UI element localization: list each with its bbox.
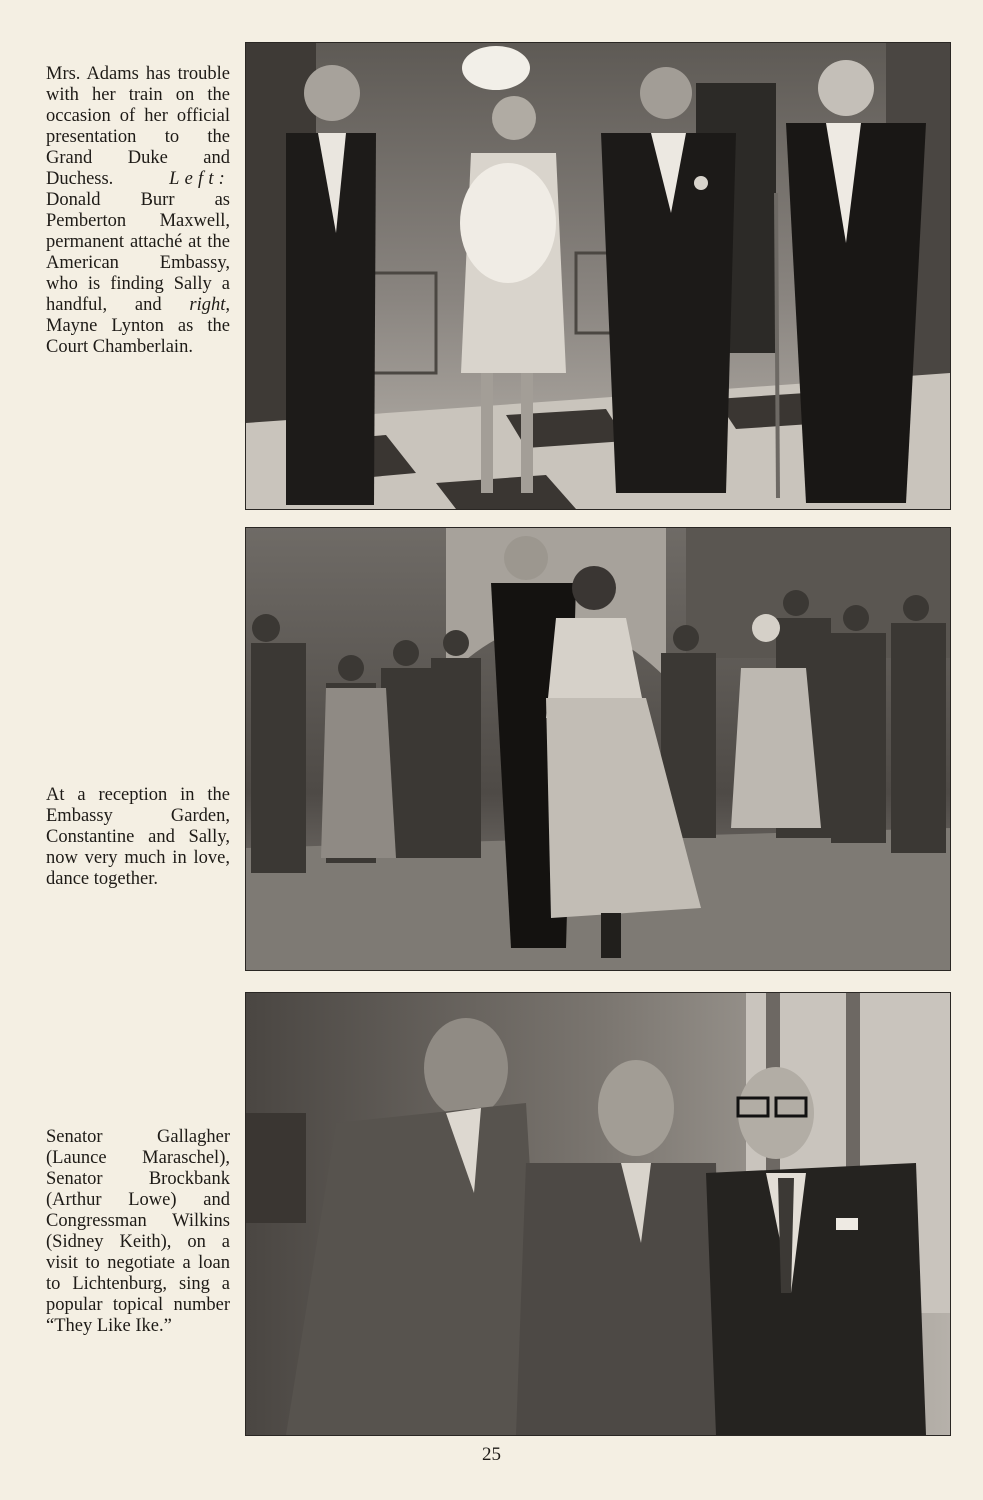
caption-left-label: Left: [169, 169, 230, 189]
photo-presentation-scene [245, 42, 951, 510]
photo-embassy-garden-dance [245, 527, 951, 971]
photo-senators-they-like-ike [245, 992, 951, 1436]
caption-right-label: right, [189, 295, 230, 315]
caption-presentation-text-2: Donald Burr as Pemberton Maxwell, permanent attaché at the American Embassy, who is finding Sally a handful, and [46, 190, 230, 315]
caption-senators-text: Senator Gallagher (Launce Maraschel), Senator Brockbank (Arthur Lowe) and Congressman Wilkins (Sidney Keith), on a visit to negotiate a loan to Lichtenburg, sing a popular topical number “They Like Ike.” [46, 1127, 230, 1336]
caption-presentation [46, 64, 230, 358]
caption-reception [46, 785, 230, 890]
caption-presentation-text-1: Mrs. Adams has trouble with her train on the occasion of her official presentation to the Grand Duke and Duchess. [46, 64, 230, 189]
caption-senators [46, 1127, 230, 1337]
caption-presentation-text-3: Mayne Lynton as the Court Chamberlain. [46, 316, 230, 357]
caption-reception-text: At a reception in the Embassy Garden, Constantine and Sally, now very much in love, dance together. [46, 785, 230, 889]
page-number: 25 [482, 1444, 501, 1465]
